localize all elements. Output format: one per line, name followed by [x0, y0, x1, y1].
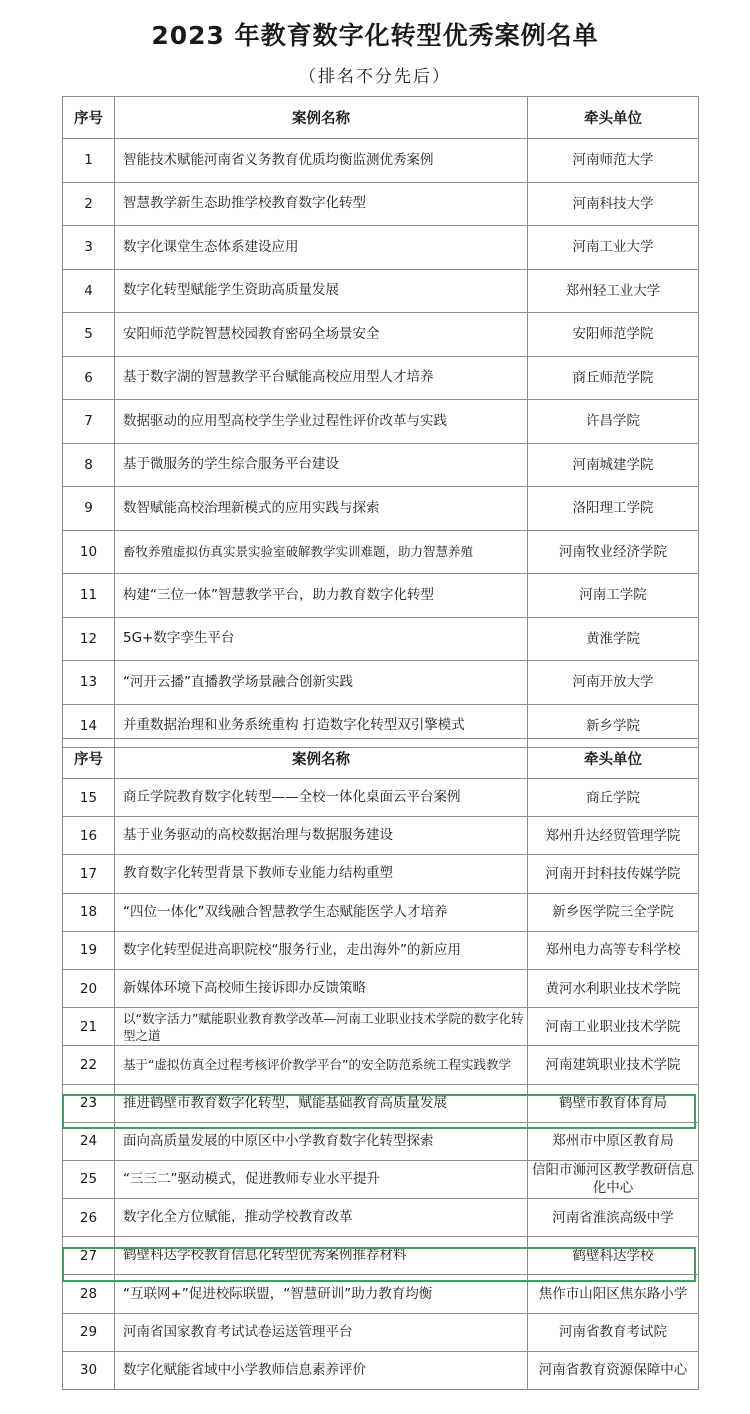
- case-name: 教育数字化转型背景下教师专业能力结构重塑: [115, 855, 528, 893]
- case-name: 数字化转型促进高职院校“服务行业，走出海外”的新应用: [115, 931, 528, 969]
- table-row: [63, 661, 699, 705]
- lead-unit: 河南省淮滨高级中学: [528, 1199, 699, 1237]
- case-name: “四位一体化”双线融合智慧教学生态赋能医学人才培养: [115, 893, 528, 931]
- case-name: 鹤壁科达学校教育信息化转型优秀案例推荐材料: [115, 1237, 528, 1275]
- lead-unit: 新乡学院: [528, 704, 699, 748]
- row-number: 27: [63, 1237, 115, 1275]
- table-row: [63, 893, 699, 931]
- table-row: [63, 356, 699, 400]
- case-name: 畜牧养殖虚拟仿真实景实验室破解教学实训难题，助力智慧养殖: [115, 530, 528, 574]
- row-number: 29: [63, 1313, 115, 1351]
- row-number: 22: [63, 1046, 115, 1084]
- case-name: 新媒体环境下高校师生接诉即办反馈策略: [115, 969, 528, 1007]
- row-number: 17: [63, 855, 115, 893]
- lead-unit: 河南牧业经济学院: [528, 530, 699, 574]
- table-row: [63, 1046, 699, 1084]
- header-unit: 牵头单位: [528, 739, 699, 779]
- lead-unit: 河南科技大学: [528, 182, 699, 226]
- lead-unit: 鹤壁科达学校: [528, 1237, 699, 1275]
- table-header-row: [63, 739, 699, 779]
- row-number: 26: [63, 1199, 115, 1237]
- row-number: 20: [63, 969, 115, 1007]
- table-row: [63, 817, 699, 855]
- lead-unit: 河南工业职业技术学院: [528, 1008, 699, 1046]
- case-name: 构建“三位一体”智慧教学平台，助力教育数字化转型: [115, 574, 528, 618]
- case-name: 基于业务驱动的高校数据治理与数据服务建设: [115, 817, 528, 855]
- page-subtitle: （排名不分先后）: [299, 67, 451, 87]
- row-number: 1: [63, 139, 115, 183]
- lead-unit: 河南建筑职业技术学院: [528, 1046, 699, 1084]
- row-number: 12: [63, 617, 115, 661]
- table-row: [63, 1122, 699, 1160]
- lead-unit: 商丘学院: [528, 779, 699, 817]
- table-row: [63, 1084, 699, 1122]
- lead-unit: 河南开放大学: [528, 661, 699, 705]
- table-row: [63, 779, 699, 817]
- table-row: [63, 855, 699, 893]
- row-number: 28: [63, 1275, 115, 1313]
- row-number: 14: [63, 704, 115, 748]
- row-number: 2: [63, 182, 115, 226]
- case-table-2: [62, 738, 699, 1390]
- row-number: 5: [63, 313, 115, 357]
- lead-unit: 河南开封科技传媒学院: [528, 855, 699, 893]
- case-name: 数据驱动的应用型高校学生学业过程性评价改革与实践: [115, 400, 528, 444]
- lead-unit: 河南省教育资源保障中心: [528, 1351, 699, 1389]
- header-name: 案例名称: [115, 739, 528, 779]
- lead-unit: 河南工学院: [528, 574, 699, 618]
- table-row: [63, 1313, 699, 1351]
- table-row: [63, 969, 699, 1007]
- row-number: 13: [63, 661, 115, 705]
- case-name: 数智赋能高校治理新模式的应用实践与探索: [115, 487, 528, 531]
- table-row: [63, 443, 699, 487]
- row-number: 9: [63, 487, 115, 531]
- case-name: 基于数字湖的智慧教学平台赋能高校应用型人才培养: [115, 356, 528, 400]
- row-number: 11: [63, 574, 115, 618]
- table-row: [63, 269, 699, 313]
- lead-unit: 焦作市山阳区焦东路小学: [528, 1275, 699, 1313]
- row-number: 6: [63, 356, 115, 400]
- row-number: 25: [63, 1160, 115, 1198]
- table-header-row: [63, 97, 699, 139]
- table-row: [63, 182, 699, 226]
- case-name: 以“数字活力”赋能职业教育教学改革—河南工业职业技术学院的数字化转型之道: [115, 1008, 528, 1046]
- table-row: [63, 530, 699, 574]
- table-row: [63, 1008, 699, 1046]
- table-row: [63, 1160, 699, 1198]
- lead-unit: 安阳师范学院: [528, 313, 699, 357]
- lead-unit: 河南工业大学: [528, 226, 699, 270]
- lead-unit: 郑州轻工业大学: [528, 269, 699, 313]
- lead-unit: 鹤壁市教育体育局: [528, 1084, 699, 1122]
- header-num: 序号: [63, 97, 115, 139]
- row-number: 18: [63, 893, 115, 931]
- lead-unit: 黄河水利职业技术学院: [528, 969, 699, 1007]
- case-name: 数字化转型赋能学生资助高质量发展: [115, 269, 528, 313]
- page-title: 2023 年教育数字化转型优秀案例名单: [151, 21, 599, 50]
- row-number: 19: [63, 931, 115, 969]
- row-number: 15: [63, 779, 115, 817]
- case-name: 数字化课堂生态体系建设应用: [115, 226, 528, 270]
- lead-unit: 黄淮学院: [528, 617, 699, 661]
- case-name: 面向高质量发展的中原区中小学教育数字化转型探索: [115, 1122, 528, 1160]
- row-number: 10: [63, 530, 115, 574]
- row-number: 23: [63, 1084, 115, 1122]
- case-name: “河开云播”直播教学场景融合创新实践: [115, 661, 528, 705]
- table-row: [63, 617, 699, 661]
- case-name: 基于“虚拟仿真全过程考核评价教学平台”的安全防范系统工程实践教学: [115, 1046, 528, 1084]
- case-name: “三三二”驱动模式，促进教师专业水平提升: [115, 1160, 528, 1198]
- table-row: [63, 931, 699, 969]
- row-number: 3: [63, 226, 115, 270]
- row-number: 21: [63, 1008, 115, 1046]
- table-row: [63, 1237, 699, 1275]
- table-row: [63, 313, 699, 357]
- lead-unit: 郑州电力高等专科学校: [528, 931, 699, 969]
- row-number: 30: [63, 1351, 115, 1389]
- row-number: 4: [63, 269, 115, 313]
- lead-unit: 信阳市浉河区教学教研信息化中心: [528, 1160, 699, 1198]
- table-row: [63, 574, 699, 618]
- lead-unit: 河南师范大学: [528, 139, 699, 183]
- row-number: 24: [63, 1122, 115, 1160]
- case-name: 基于微服务的学生综合服务平台建设: [115, 443, 528, 487]
- lead-unit: 河南省教育考试院: [528, 1313, 699, 1351]
- lead-unit: 商丘师范学院: [528, 356, 699, 400]
- row-number: 7: [63, 400, 115, 444]
- header-unit: 牵头单位: [528, 97, 699, 139]
- row-number: 16: [63, 817, 115, 855]
- lead-unit: 洛阳理工学院: [528, 487, 699, 531]
- case-name: 智慧教学新生态助推学校教育数字化转型: [115, 182, 528, 226]
- table-row: [63, 226, 699, 270]
- case-name: 5G+数字孪生平台: [115, 617, 528, 661]
- case-name: 并重数据治理和业务系统重构 打造数字化转型双引擎模式: [115, 704, 528, 748]
- case-name: 河南省国家教育考试试卷运送管理平台: [115, 1313, 528, 1351]
- lead-unit: 郑州市中原区教育局: [528, 1122, 699, 1160]
- case-table-1: [62, 96, 699, 748]
- case-name: 数字化全方位赋能，推动学校教育改革: [115, 1199, 528, 1237]
- case-name: 智能技术赋能河南省义务教育优质均衡监测优秀案例: [115, 139, 528, 183]
- case-name: 商丘学院教育数字化转型——全校一体化桌面云平台案例: [115, 779, 528, 817]
- row-number: 8: [63, 443, 115, 487]
- lead-unit: 新乡医学院三全学院: [528, 893, 699, 931]
- case-name: 数字化赋能省域中小学教师信息素养评价: [115, 1351, 528, 1389]
- table-row: [63, 1351, 699, 1389]
- table-row: [63, 1199, 699, 1237]
- table-row: [63, 139, 699, 183]
- table-row: [63, 400, 699, 444]
- table-row: [63, 1275, 699, 1313]
- case-name: 推进鹤壁市教育数字化转型，赋能基础教育高质量发展: [115, 1084, 528, 1122]
- table-row: [63, 487, 699, 531]
- header-name: 案例名称: [115, 97, 528, 139]
- case-name: “互联网+”促进校际联盟，“智慧研训”助力教育均衡: [115, 1275, 528, 1313]
- case-name: 安阳师范学院智慧校园教育密码全场景安全: [115, 313, 528, 357]
- lead-unit: 郑州升达经贸管理学院: [528, 817, 699, 855]
- lead-unit: 河南城建学院: [528, 443, 699, 487]
- lead-unit: 许昌学院: [528, 400, 699, 444]
- header-num: 序号: [63, 739, 115, 779]
